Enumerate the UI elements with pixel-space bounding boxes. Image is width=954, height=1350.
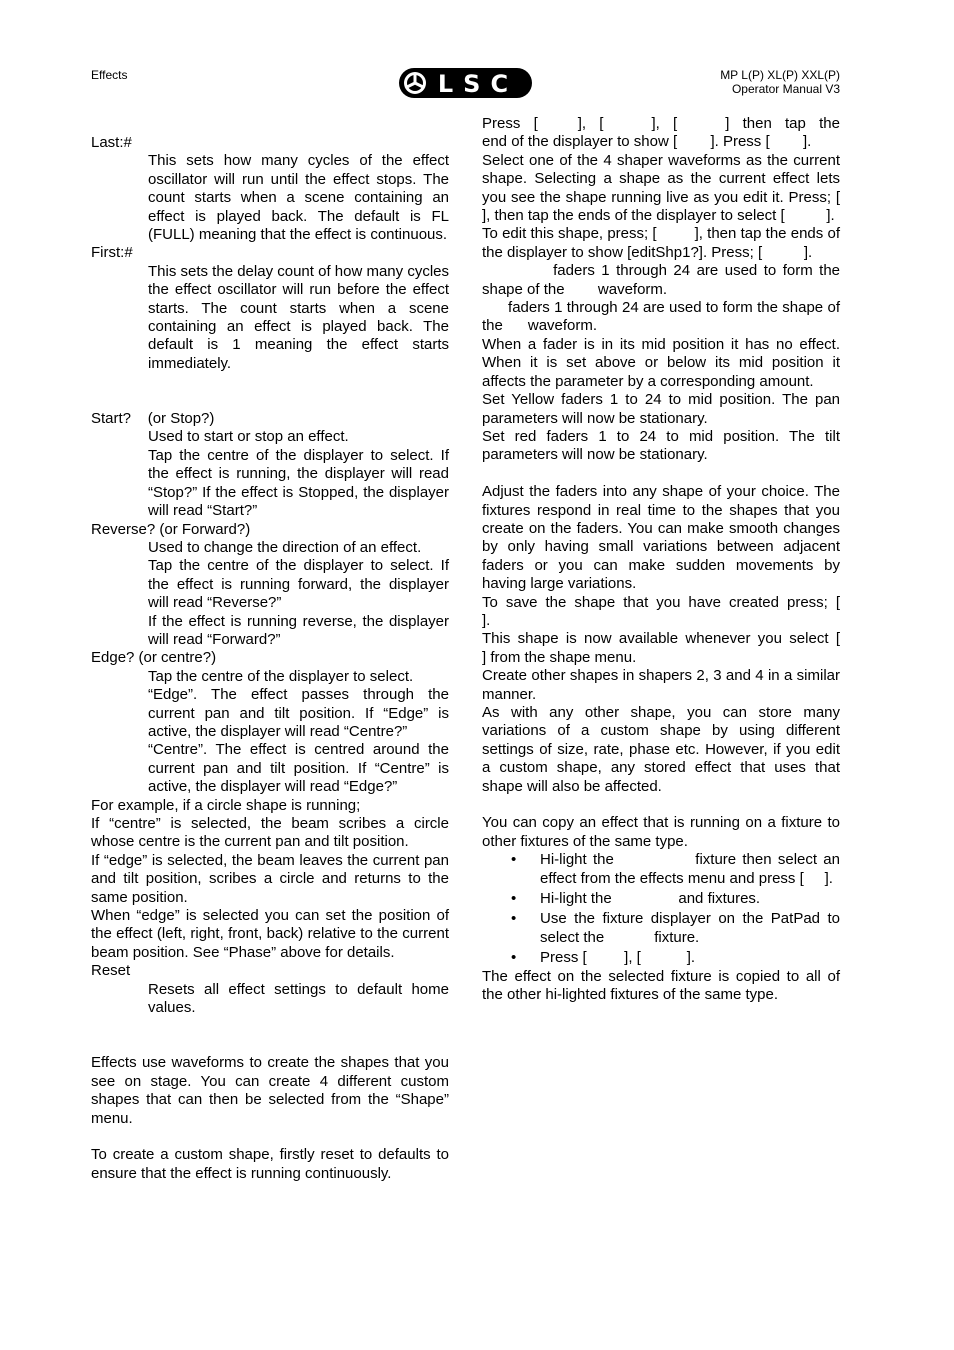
edge-label: Edge? (or centre?) xyxy=(91,649,217,667)
tap-word: tap xyxy=(785,115,806,132)
start-row xyxy=(91,410,449,428)
avail-p: This shape is now available whenever you select [ ] from the shape menu. xyxy=(482,630,882,666)
first-desc: This sets the delay count of how many cycles the effect oscillator will run before the effect starts. The count starts when a scene containing an effect is played back. The default is 1 meaning the effect starts immediately. xyxy=(148,262,449,372)
custom-p2: To create a custom shape, firstly reset to defaults to ensure that the effect is running continuously. xyxy=(91,1146,449,1182)
reverse-p1: Used to change the direction of an effect. xyxy=(148,538,422,556)
save-p: To save the shape that you have created press; [ ]. xyxy=(482,593,895,629)
variations-p: As with any other shape, you can store many variations of a custom shape by using different settings of size, rate, phase etc. However, if you edit a custom shape, any stored effect that uses that shape will also be affected. xyxy=(482,703,840,795)
copy-steps-list xyxy=(482,851,845,967)
first-label: First:# xyxy=(91,244,133,262)
faders-2: faders 1 through 24 are used to form the shape of the waveform. xyxy=(482,299,845,335)
logo-text: LSC xyxy=(437,70,519,98)
reset-desc: Resets all effect settings to default home values. xyxy=(148,980,449,1017)
start-p1: Used to start or stop an effect. xyxy=(148,428,349,446)
right-column xyxy=(482,115,895,1004)
last-label: Last:# xyxy=(91,134,132,151)
press-p1-rest: end of the displayer to show [ ]. Press [ ]. xyxy=(482,133,812,151)
manual-version: Operator Manual V3 xyxy=(731,82,840,96)
product-name: MP L(P) XL(P) XXL(P) xyxy=(720,68,840,82)
press-row xyxy=(482,115,840,133)
example-1: For example, if a circle shape is running; xyxy=(91,796,361,814)
last-desc: This sets how many cycles of the effect oscillator will run until the effect stops. The count starts when a scene containing an effect is played back. The default is FL (FULL) meaning that the effect is continuous. xyxy=(148,152,449,244)
bracket-close: ] xyxy=(725,115,730,132)
copy-step-4: • Press [ ], [ ]. xyxy=(482,949,840,967)
example-2: If “centre” is selected, the beam scribes a circle whose centre is the current pan and tilt position. xyxy=(91,815,449,851)
reverse-p3: If the effect is running reverse, the displayer will read “Forward?” xyxy=(148,612,449,648)
fader-mid: When a fader is in its mid position it has no effect. When it is set above or below its mid position it affects the parameter by a corresponding amount. xyxy=(482,335,840,390)
copy-step-1: • Hi-light the fixture then select an effect from the effects menu and press [ ]. xyxy=(482,851,840,888)
press-word: Press xyxy=(482,115,521,132)
faders-1: faders 1 through 24 are used to form the shape of the waveform. xyxy=(482,262,845,298)
adjust-p: Adjust the faders into any shape of your choice. The fixtures respond in real time to the shapes that you create on the faders. You can make smooth changes by only having small variations between adjacent faders or you can make sudden movements by having large variations. xyxy=(482,483,840,593)
bracket-open: [ xyxy=(533,115,538,132)
left-column xyxy=(91,134,449,1183)
bracket-close: ], xyxy=(577,115,587,132)
then-word: then xyxy=(742,115,772,132)
copy-step-2: • Hi-light the and fixtures. xyxy=(482,890,840,908)
reverse-p2: Tap the centre of the displayer to select. If the effect is running forward, the displayer will read “Reverse?” xyxy=(148,557,449,612)
other-p: Create other shapes in shapers 2, 3 and 4 in a similar manner. xyxy=(482,667,840,703)
example-4: When “edge” is selected you can set the position of the effect (left, right, front, back) relative to the current beam position. See “Phase” above for details. xyxy=(91,907,449,961)
edge-p1: Tap the centre of the displayer to select. xyxy=(148,667,414,685)
reverse-label: Reverse? (or Forward?) xyxy=(91,520,251,538)
bracket-close: ], xyxy=(651,115,660,132)
reset-label: Reset xyxy=(91,962,131,980)
copy-step-3: • Use the fixture displayer on the PatPad to select the fixture. xyxy=(482,910,840,947)
edit-p: To edit this shape, press; [ ], then tap the ends of the displayer to show [editShp1?]. Press; [ ]. xyxy=(482,225,845,261)
lsc-logo xyxy=(398,67,533,99)
select-p: Select one of the 4 shaper waveforms as the current shape. Selecting a shape as the current effect lets you see the shape running live as you edit it. Press; [ ], then tap the ends of the displayer to select [ ]. xyxy=(482,151,874,225)
copy-intro: You can copy an effect that is running on a fixture to other fixtures of the same type. xyxy=(482,814,840,850)
bracket-open: [ xyxy=(599,115,604,132)
header-right xyxy=(720,68,840,96)
start-alt: (or Stop?) xyxy=(147,410,215,428)
bracket-open: [ xyxy=(673,115,678,132)
start-p2: Tap the centre of the displayer to select. If the effect is running, the displayer will read “Stop?” If the effect is Stopped, the displayer will read “Start?” xyxy=(148,446,449,520)
start-label: Start? xyxy=(91,410,132,428)
header-section: Effects xyxy=(91,68,128,82)
the-word: the xyxy=(819,115,840,132)
copy-result: The effect on the selected fixture is copied to all of the other hi-lighted fixtures of the same type. xyxy=(482,967,840,1004)
edge-p3: “Centre”. The effect is centred around the current pan and tilt position. If “Centre” is active, the displayer will read “Edge?” xyxy=(148,741,449,796)
red-p: Set red faders 1 to 24 to mid position. The tilt parameters will now be stationary. xyxy=(482,427,840,464)
yellow-p: Set Yellow faders 1 to 24 to mid position. The pan parameters will now be stationary. xyxy=(482,391,840,427)
edge-p2: “Edge”. The effect passes through the current pan and tilt position. If “Edge” is active, the displayer will read “Centre?” xyxy=(148,686,449,740)
custom-p1: Effects use waveforms to create the shapes that you see on stage. You can create 4 different custom shapes that can then be selected from the “Shape” menu. xyxy=(91,1054,449,1127)
example-3: If “edge” is selected, the beam leaves the current pan and tilt position, scribes a circle and returns to the same position. xyxy=(91,851,449,906)
